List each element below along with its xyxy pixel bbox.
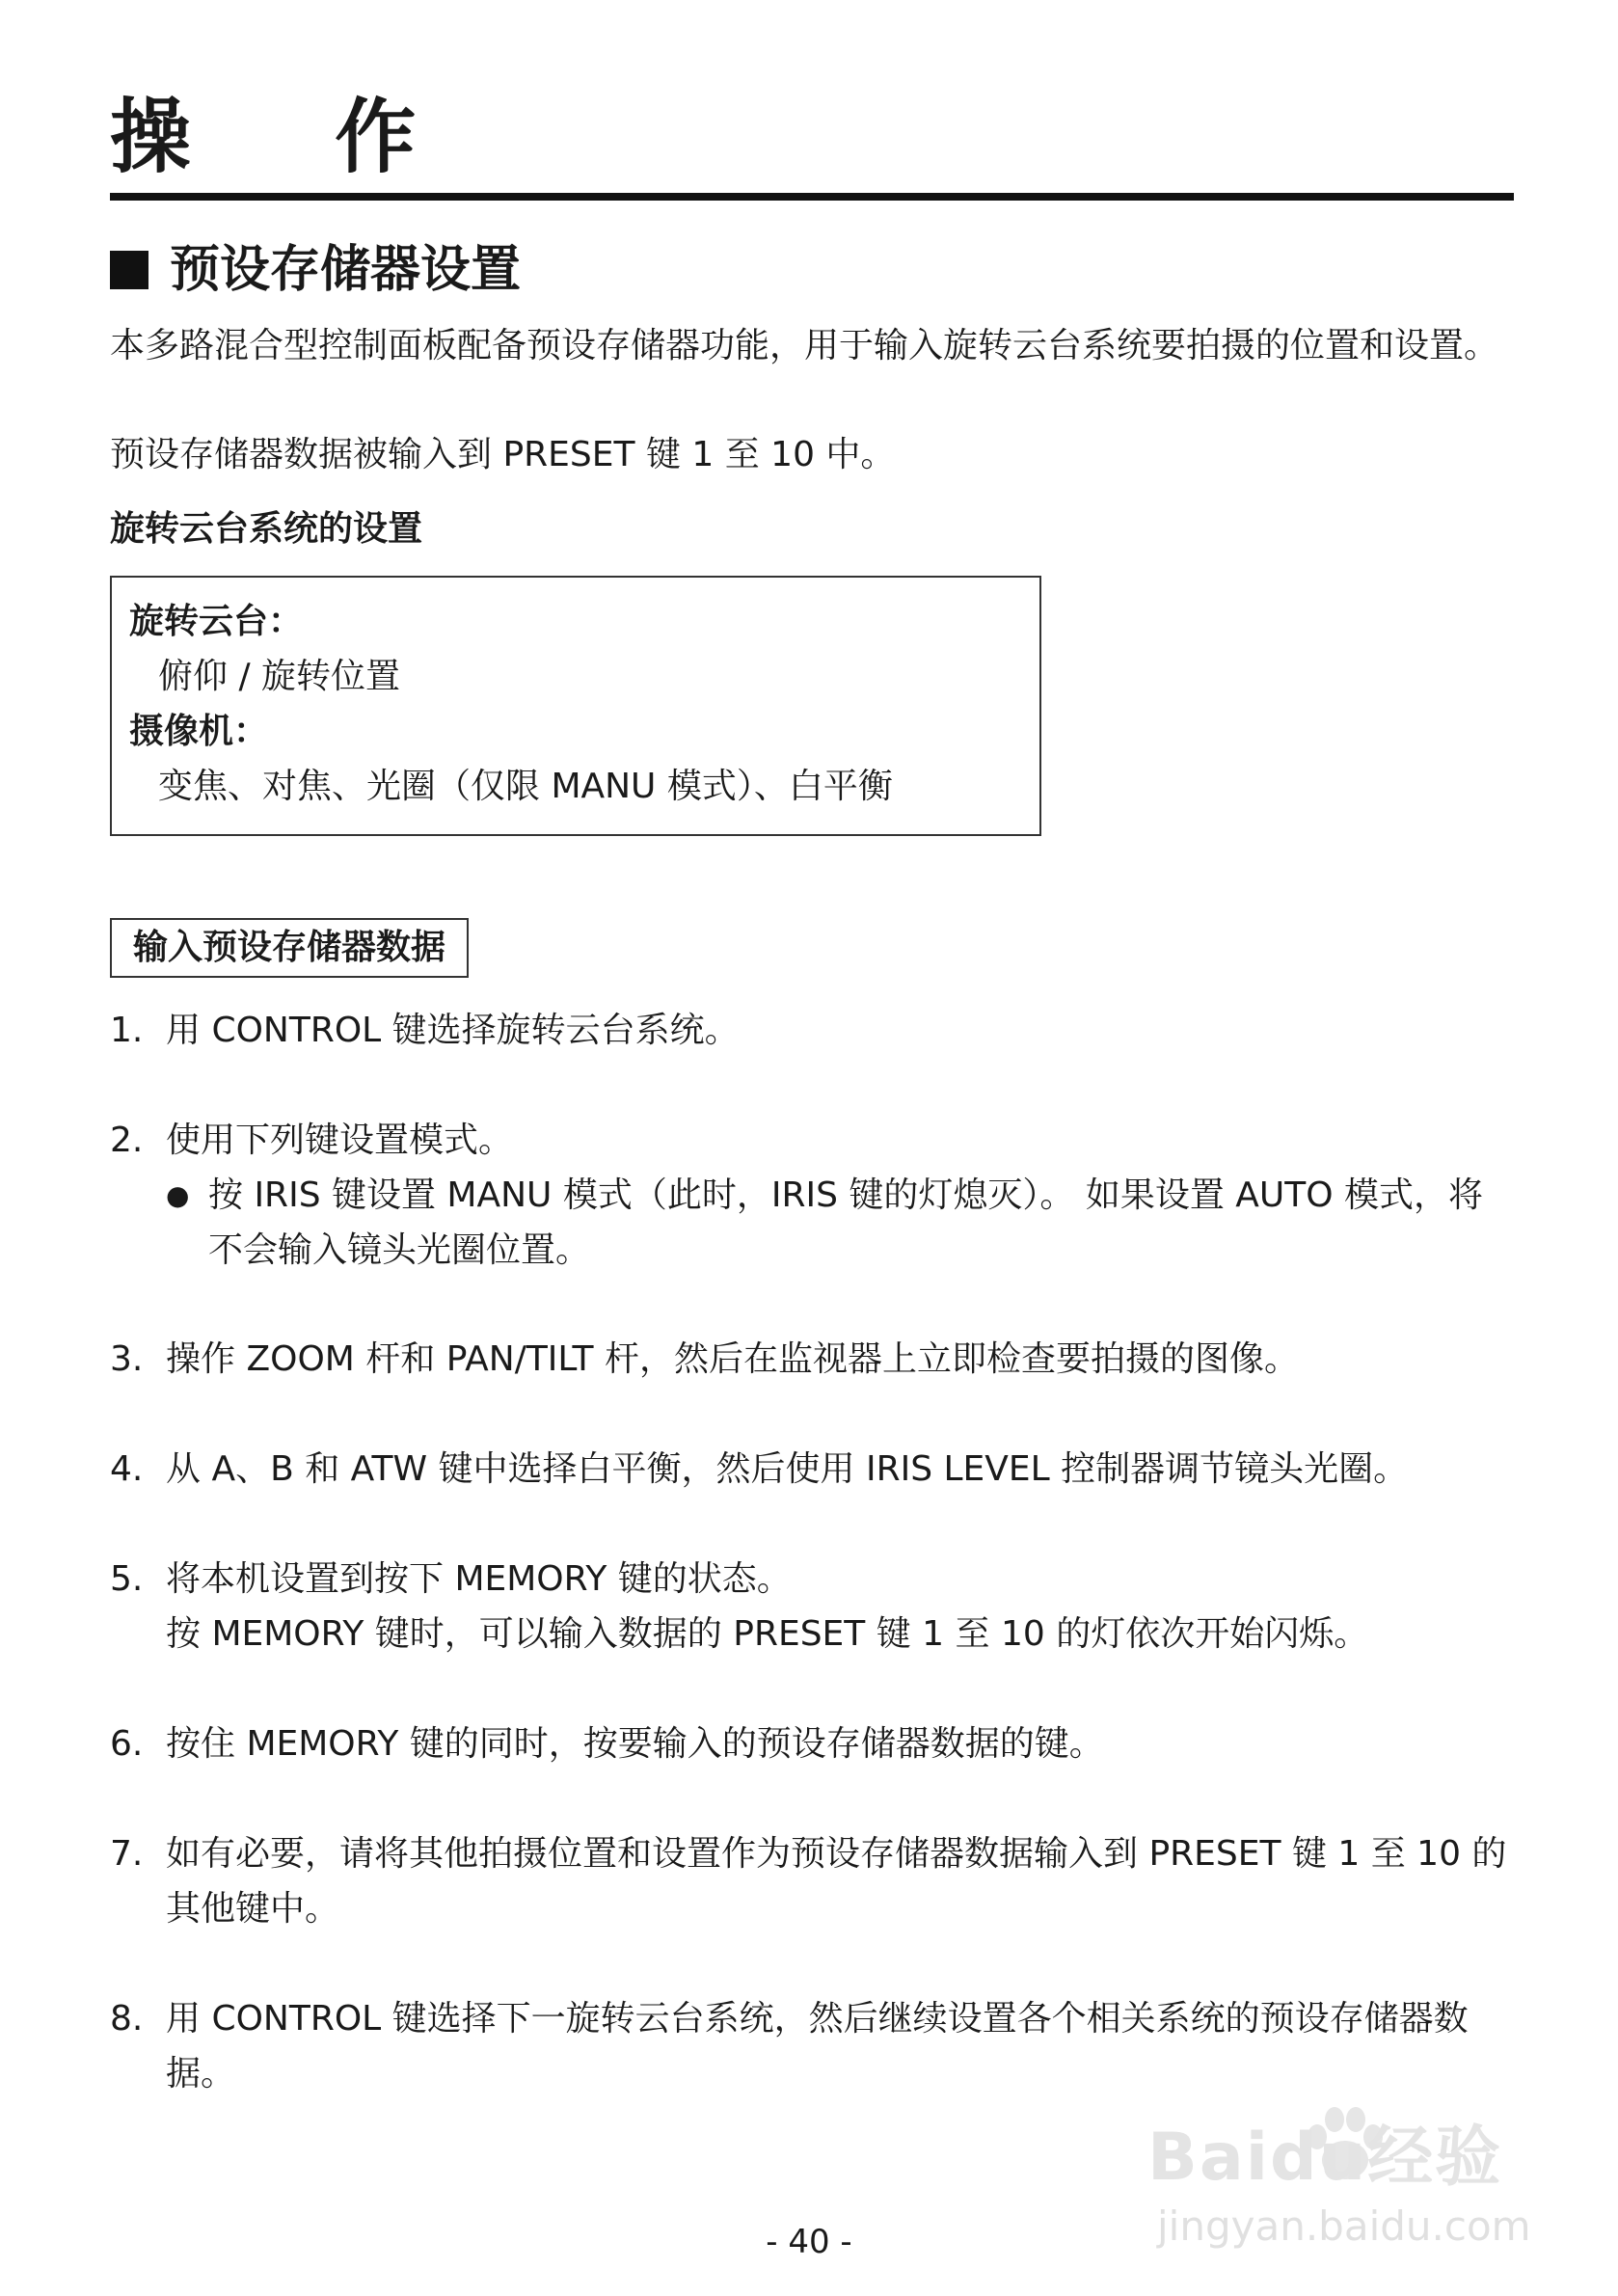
intro-paragraph: 本多路混合型控制面板配备预设存储器功能，用于输入旋转云台系统要拍摄的位置和设置。 [110,326,1499,365]
step-text: 用 CONTROL 键选择下一旋转云台系统，然后继续设置各个相关系统的预设存储器数据。 [166,1999,1469,2093]
step-item [110,1552,1508,1661]
bullet-text: 按 IRIS 键设置 MANU 模式（此时，IRIS 键的灯熄灭）。 如果设置 AUTO 模式，将不会输入镜头光圈位置。 [208,1175,1484,1270]
step-number: 7. [110,1834,144,1874]
step-number: 5. [110,1559,144,1599]
intro-paragraph-preset: 预设存储器数据被输入到 PRESET 键 1 至 10 中。 [110,435,896,474]
step-item [110,1332,1508,1387]
chapter-title: 操 作 [110,90,474,184]
step-text: 从 A、B 和 ATW 键中选择白平衡，然后使用 IRIS LEVEL 控制器调节镜头光圈。 [166,1449,1409,1489]
step-text: 用 CONTROL 键选择旋转云台系统。 [166,1011,740,1050]
step-item [110,1442,1508,1497]
step-number: 4. [110,1449,144,1489]
step-text: 将本机设置到按下 MEMORY 键的状态。 [166,1559,792,1599]
pan-tilt-head-value: 俯仰 / 旋转位置 [158,657,401,696]
step-number: 8. [110,1999,144,2039]
step-text: 操作 ZOOM 杆和 PAN/TILT 杆，然后在监视器上立即检查要拍摄的图像。 [166,1339,1299,1379]
step-number: 3. [110,1339,144,1379]
system-settings-heading: 旋转云台系统的设置 [110,509,423,549]
input-data-heading: 输入预设存储器数据 [110,918,469,978]
step-item [110,1113,1508,1278]
bullet-dot-icon: ● [166,1179,190,1211]
step-item [110,1716,1508,1771]
step-number: 6. [110,1724,144,1764]
step-item [110,1003,1508,1058]
step-number: 2. [110,1121,144,1160]
step-text-continued: 按 MEMORY 键时，可以输入数据的 PRESET 键 1 至 10 的灯依次开始闪烁。 [166,1614,1369,1654]
settings-box [110,576,1041,836]
step-text: 使用下列键设置模式。 [166,1121,514,1160]
black-square-icon [110,251,148,289]
title-rule [110,193,1514,201]
step-item [110,1826,1508,1936]
step-bullet [166,1168,1508,1278]
section-heading-text: 预设存储器设置 [170,241,522,299]
step-number: 1. [110,1011,144,1050]
camera-label: 摄像机： [129,712,269,751]
camera-value: 变焦、对焦、光圈（仅限 MANU 模式）、白平衡 [158,767,893,806]
page-number: - 40 - [766,2223,852,2261]
step-text: 按住 MEMORY 键的同时，按要输入的预设存储器数据的键。 [166,1724,1104,1764]
watermark-logo: Baidu经验 [1147,2120,1503,2196]
watermark-url: jingyan.baidu.com [1157,2202,1531,2250]
step-item [110,1991,1508,2101]
pan-tilt-head-label: 旋转云台： [129,602,304,641]
section-heading [110,239,521,301]
step-text: 如有必要，请将其他拍摄位置和设置作为预设存储器数据输入到 PRESET 键 1 至 10 的其他键中。 [166,1834,1507,1929]
